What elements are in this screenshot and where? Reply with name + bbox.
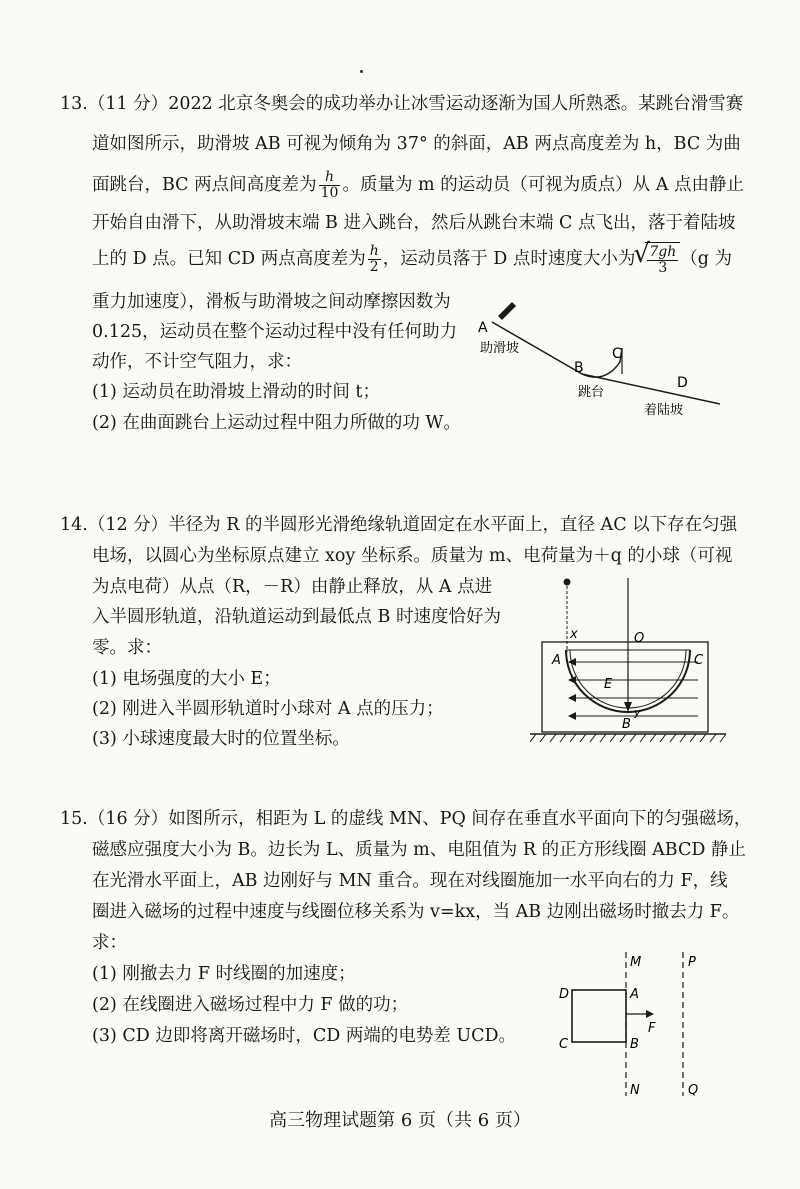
q13-line-8: 动作，不计空气阻力，求：: [92, 352, 302, 372]
q13-line-2: 道如图所示，助滑坡 AB 可视为倾角为 37° 的斜面，AB 两点高度差为 h，BC 为曲: [92, 134, 741, 154]
label-x: x: [570, 627, 578, 642]
label-C: C: [559, 1037, 569, 1052]
label-B: B: [622, 717, 631, 732]
fraction-h-2: $\frac{h}{2}$: [369, 243, 379, 275]
coil-ABCD: [572, 990, 626, 1042]
label-E: E: [604, 677, 613, 692]
label-F: F: [648, 1021, 656, 1036]
q14-line-4: 入半圆形轨道，沿轨道运动到最低点 B 时速度恰好为: [92, 607, 501, 627]
label-Q: Q: [688, 1083, 699, 1098]
ball-start-point: [564, 579, 571, 586]
label-D: D: [677, 375, 688, 391]
q14-line-2: 电场，以圆心为坐标原点建立 xoy 坐标系。质量为 m、电荷量为＋q 的小球（可视: [92, 546, 733, 566]
q15-line-3: 在光滑水平面上，AB 边刚好与 MN 重合。现在对线圈施加一水平向右的力 F，线: [92, 871, 728, 891]
semicircle-track-diagram: [530, 572, 730, 747]
skier-icon: [498, 302, 516, 320]
label-M: M: [630, 955, 642, 970]
q14-part-1: (1) 电场强度的大小 E；: [92, 669, 281, 689]
q14-score: （12 分）: [87, 515, 169, 535]
q14-line-5: 零。求：: [92, 638, 162, 658]
q13-number: 13.: [60, 94, 88, 114]
page-footer: 高三物理试题第 6 页（共 6 页）: [269, 1110, 531, 1131]
q13-line-3: 面跳台，BC 两点间高度差为 $\frac{h}{10}$ 。质量为 m 的运动员（可视为质点）从 A 点由静止: [92, 169, 744, 201]
label-y: y: [634, 706, 641, 719]
q13-score: （11 分）: [87, 94, 169, 114]
label-A: A: [552, 653, 561, 668]
label-N: N: [630, 1083, 640, 1098]
q13-line-1: 13.（11 分）2022 北京冬奥会的成功举办让冰雪运动逐渐为国人所熟悉。某跳台滑雪赛: [60, 94, 744, 114]
label-C: C: [694, 653, 704, 668]
q14-line-3: 为点电荷）从点（R，－R）由静止释放，从 A 点进: [92, 577, 493, 597]
y-axis-arrow: [624, 702, 632, 712]
label-D: D: [559, 987, 570, 1002]
q15-line-4: 圈进入磁场的过程中速度与线圈位移关系为 v=kx，当 AB 边刚出磁场时撤去力 F。: [92, 902, 740, 922]
force-arrowhead: [646, 1010, 654, 1018]
scan-dot: [360, 70, 363, 73]
label-landing: 着陆坡: [644, 403, 684, 418]
label-P: P: [688, 955, 696, 970]
ski-jump-diagram: [470, 292, 730, 427]
q13-line-6: 重力加速度），滑板与助滑坡之间动摩擦因数为: [92, 292, 451, 312]
sqrt-7gh-3: √ $\frac{7gh}{3}$: [645, 242, 680, 277]
q13-line-4: 开始自由滑下，从助滑坡末端 B 进入跳台，然后从跳台末端 C 点飞出，落于着陆坡: [92, 213, 736, 233]
q15-part-2: (2) 在线圈进入磁场过程中力 F 做的功；: [92, 995, 409, 1015]
q14-part-2: (2) 刚进入半圆形轨道时小球对 A 点的压力；: [92, 699, 444, 719]
q15-line-5: 求：: [92, 933, 127, 953]
q13-line-5: 上的 D 点。已知 CD 两点高度差为 $\frac{h}{2}$ ，运动员落于 D 点时速度大小为 √ $\frac{7gh}{3}$ （g 为: [92, 242, 732, 277]
q15-part-1: (1) 刚撤去力 F 时线圈的加速度；: [92, 964, 356, 984]
label-A: A: [478, 320, 488, 336]
q14-part-3: (3) 小球速度最大时的位置坐标。: [92, 729, 350, 749]
label-B: B: [630, 1037, 639, 1052]
label-O: O: [634, 631, 645, 646]
q13-line-7: 0.125，运动员在整个运动过程中没有任何助力: [92, 322, 458, 342]
q15-number: 15.: [60, 809, 88, 829]
q15-line-2: 磁感应强度大小为 B。边长为 L、质量为 m、电阻值为 R 的正方形线圈 ABCD 静止: [92, 840, 746, 860]
q15-score: （16 分）: [87, 809, 169, 829]
q15-part-3: (3) CD 边即将离开磁场时，CD 两端的电势差 UCD。: [92, 1026, 517, 1046]
q13-part-2: (2) 在曲面跳台上运动过程中阻力所做的功 W。: [92, 413, 461, 433]
q15-line-1: 15.（16 分）如图所示，相距为 L 的虚线 MN、PQ 间存在垂直水平面向下的匀强磁场，: [60, 809, 752, 829]
label-B: B: [574, 360, 584, 376]
label-slope: 助滑坡: [480, 341, 520, 356]
label-jump: 跳台: [578, 385, 605, 400]
fraction-h-10: $\frac{h}{10}$: [320, 169, 339, 201]
q13-part-1: (1) 运动员在助滑坡上滑动的时间 t；: [92, 382, 380, 402]
label-C: C: [612, 346, 622, 362]
q14-line-1: 14.（12 分）半径为 R 的半圆形光滑绝缘轨道固定在水平面上，直径 AC 以下存在匀强: [60, 515, 738, 535]
magnetic-field-coil-diagram: [552, 948, 722, 1108]
label-A: A: [630, 987, 639, 1002]
ground-hatch: [530, 734, 726, 742]
q14-number: 14.: [60, 515, 88, 535]
